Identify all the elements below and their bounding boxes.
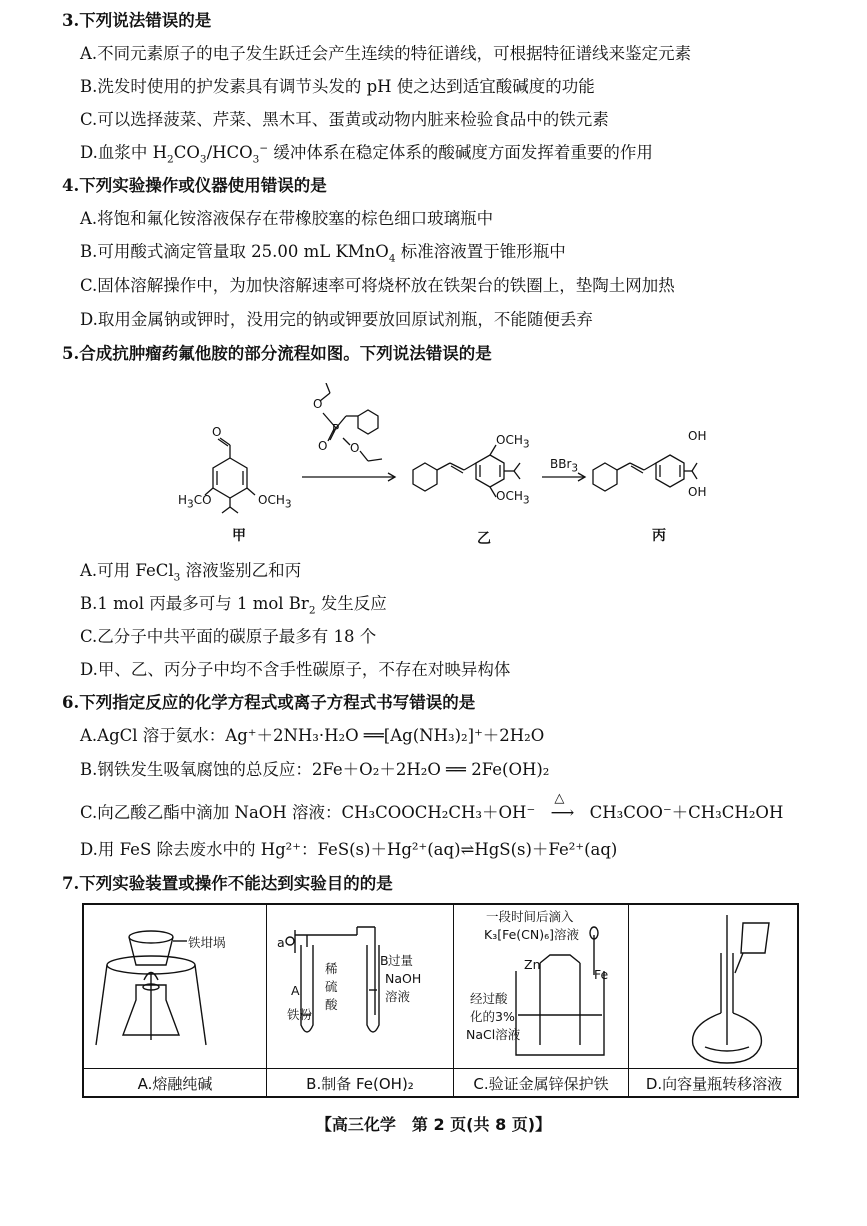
label-c-solution-2: 化的3% <box>470 1009 515 1024</box>
q6-option-b: B.钢铁发生吸氧腐蚀的总反应：2Fe＋O₂＋2H₂O ══ 2Fe(OH)₂ <box>80 760 550 779</box>
q5-option-b: B.1 mol 丙最多可与 1 mol $Br_2$ 发生反应 <box>80 594 387 617</box>
panel-c <box>454 905 629 1068</box>
label-och3-yi-top: $OCH_3$ <box>496 433 530 451</box>
label-aldehyde-o: O <box>212 425 222 439</box>
label-iron-powder: 铁粉 <box>287 1007 313 1022</box>
label-c-solution-1: 经过酸 <box>470 991 508 1006</box>
q3-option-a: A.不同元素原子的电子发生跃迁会产生连续的特征谱线，可根据特征谱线来鉴定元素 <box>80 44 692 63</box>
q6-option-c: C.向乙酸乙酯中滴加 NaOH 溶液：CH₃COOCH₂CH₃＋OH⁻ △ ⟶ CH₃COO⁻＋CH₃CH₂OH <box>80 802 783 824</box>
label-naoh-3: 溶液 <box>385 989 411 1004</box>
label-acid-2: 硫 <box>325 979 338 994</box>
label-reagent-o3: O <box>350 441 360 455</box>
compound-yi-label: 乙 <box>477 531 491 547</box>
label-zn: Zn <box>524 957 541 972</box>
caption-a: A.熔融纯碱 <box>84 1068 267 1098</box>
label-och3-jia: $OCH_3$ <box>258 493 292 511</box>
q4-stem: 4.下列实验操作或仪器使用错误的是 <box>62 176 327 195</box>
q3-option-b: B.洗发时使用的护发素具有调节头发的 pH 使之达到适宜酸碱度的功能 <box>80 77 595 96</box>
q5-option-c: C.乙分子中共平面的碳原子最多有 18 个 <box>80 627 377 646</box>
label-tube-b: B <box>380 953 389 968</box>
panel-d <box>629 905 799 1068</box>
label-valve-a: a <box>277 935 285 950</box>
label-iron-crucible: 铁坩埚 <box>188 935 226 950</box>
caption-d: D.向容量瓶转移溶液 <box>629 1068 799 1098</box>
label-oh-bottom: OH <box>688 485 707 499</box>
label-naoh-2: NaOH <box>385 971 422 986</box>
label-reagent-p: P <box>332 422 340 436</box>
volumetric-flask-drawing <box>629 905 797 1066</box>
caption-b: B.制备 Fe(OH)₂ <box>267 1068 454 1098</box>
label-acid-1: 稀 <box>325 961 338 976</box>
q4-option-d: D.取用金属钠或钾时，没用完的钠或钾要放回原试剂瓶，不能随便丢弃 <box>80 310 593 329</box>
q6-option-d: D.用 FeS 除去废水中的 Hg²⁺：FeS(s)＋Hg²⁺(aq)⇌HgS(s)＋Fe²⁺(aq) <box>80 840 618 859</box>
q4-option-c: C.固体溶解操作中，为加快溶解速率可将烧杯放在铁架台的铁圈上，垫陶土网加热 <box>80 276 675 295</box>
label-c-solution-3: NaCl溶液 <box>466 1027 521 1042</box>
compound-bing-label: 丙 <box>652 528 666 544</box>
q3-option-d: D.血浆中 $H_2CO_3/HCO_3^-$ 缓冲体系在稳定体系的酸碱度方面发挥着重要的作用 <box>80 142 653 166</box>
label-c-top-1: 一段时间后滴入 <box>486 909 574 924</box>
q3-stem: 3.下列说法错误的是 <box>62 11 212 30</box>
caption-c: C.验证金属锌保护铁 <box>454 1068 629 1098</box>
q7-stem: 7.下列实验装置或操作不能达到实验目的的是 <box>62 874 393 893</box>
label-c-top-2: K₃[Fe(CN)₆]溶液 <box>484 927 580 942</box>
panel-a <box>84 905 267 1068</box>
page-footer: 【高三化学 第 2 页(共 8 页)】 <box>315 1115 552 1134</box>
q6-option-a: A.AgCl 溶于氨水：Ag⁺＋2NH₃·H₂O ══[Ag(NH₃)₂]⁺＋2H₂O <box>80 726 545 745</box>
label-oh-top: OH <box>688 429 707 443</box>
label-naoh-1: 过量 <box>388 953 414 968</box>
q7-apparatus-table <box>82 903 799 1098</box>
label-acid-3: 酸 <box>325 997 338 1012</box>
label-fe: Fe <box>594 967 609 982</box>
compound-jia-label: 甲 <box>232 528 246 544</box>
q3-option-c: C.可以选择菠菜、芹菜、黑木耳、蛋黄或动物内脏来检验食品中的铁元素 <box>80 110 609 129</box>
label-tube-a: A <box>291 983 300 998</box>
heat-symbol: △ <box>554 791 565 806</box>
q6-stem: 6.下列指定反应的化学方程式或离子方程式书写错误的是 <box>62 693 476 712</box>
q4-option-b: B.可用酸式滴定管量取 25.00 mL KMnO$_4$ 标准溶液置于锥形瓶中 <box>80 242 566 265</box>
q4-option-a: A.将饱和氟化铵溶液保存在带橡胶塞的棕色细口玻璃瓶中 <box>80 209 494 228</box>
synthesis-scheme <box>160 383 707 551</box>
label-bbr3: BBr$_3$ <box>550 457 579 475</box>
crucible-apparatus-drawing <box>84 905 265 1066</box>
q5-stem: 5.合成抗肿瘤药氟他胺的部分流程如图。下列说法错误的是 <box>62 344 492 363</box>
panel-b <box>267 905 454 1068</box>
label-h3co: $H_3CO$ <box>178 493 212 511</box>
label-reagent-o1: O <box>313 397 323 411</box>
q5-option-d: D.甲、乙、丙分子中均不含手性碳原子，不存在对映异构体 <box>80 660 511 679</box>
q5-option-a: A.可用 FeCl$_3$ 溶液鉴别乙和丙 <box>80 561 302 584</box>
label-och3-yi-bottom: $OCH_3$ <box>496 489 530 507</box>
heat-arrow: △ ⟶ <box>540 802 584 824</box>
label-reagent-o2: O <box>318 439 328 453</box>
